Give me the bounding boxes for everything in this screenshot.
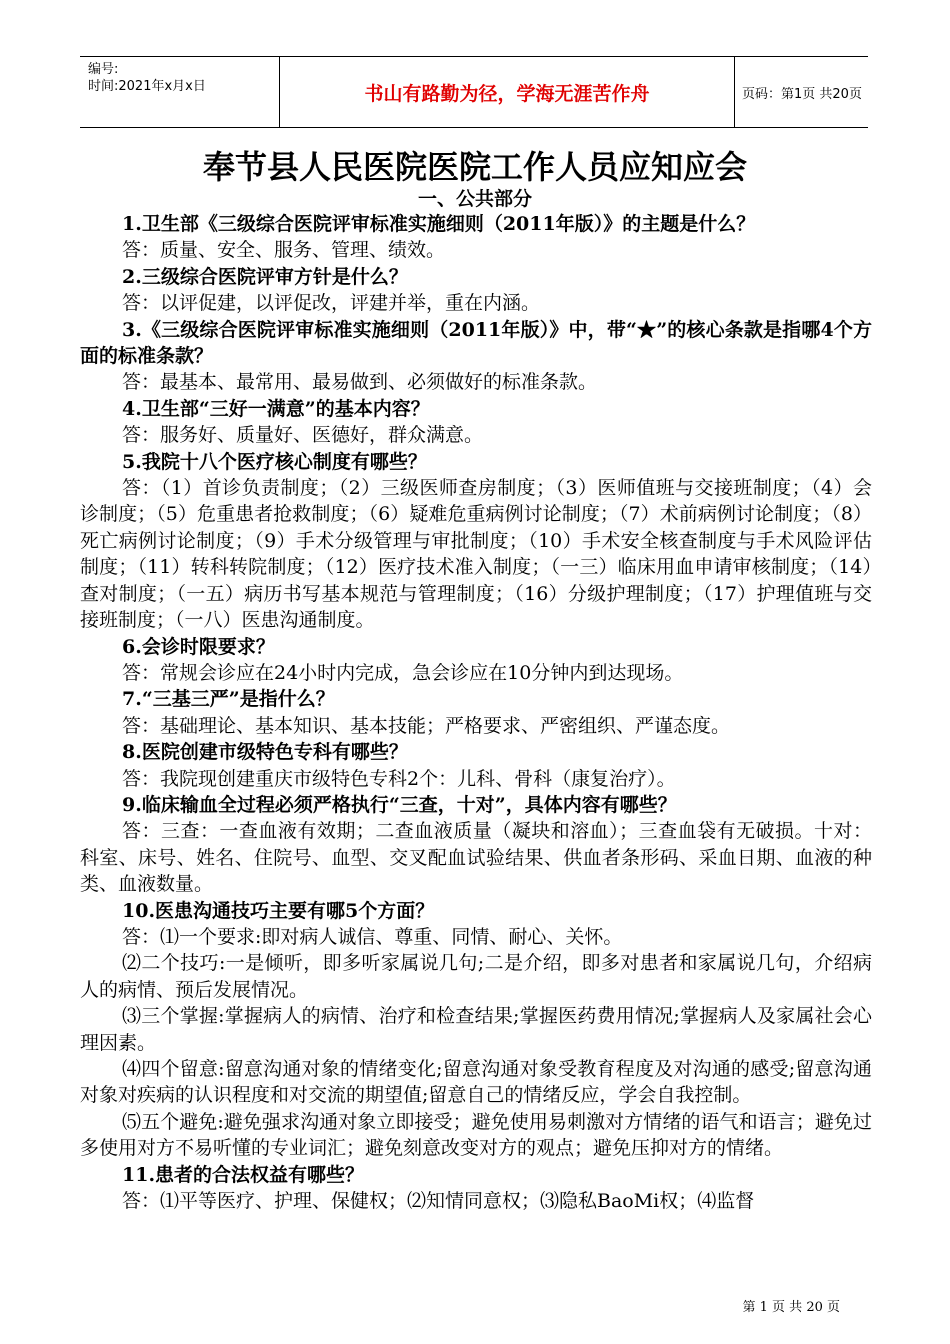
page-footer: 第 1 页 共 20 页 (742, 1300, 840, 1315)
answer: 答：服务好、质量好、医德好，群众满意。 (122, 424, 484, 447)
question: 8.医院创建市级特色专科有哪些？ (122, 741, 408, 764)
header-motto: 书山有路勤为径，学海无涯苦作舟 (280, 57, 735, 127)
answer: 答：最基本、最常用、最易做到、必须做好的标准条款。 (122, 371, 598, 394)
answer: 答：质量、安全、服务、管理、绩效。 (122, 239, 446, 262)
question: 4.卫生部“三好一满意”的基本内容？ (122, 397, 430, 420)
answer-paragraph: ⑶三个掌握:掌握病人的病情、治疗和检查结果;掌握医药费用情况;掌握病人及家属社会心理因素。 (80, 1005, 872, 1054)
page-title: 奉节县人民医院医院工作人员应知应会 (202, 148, 747, 186)
question: 10.医患沟通技巧主要有哪5个方面？ (122, 899, 435, 922)
answer: 答：基础理论、基本知识、基本技能；严格要求、严密组织、严谨态度。 (122, 714, 731, 737)
question: 7.“三基三严”是指什么？ (122, 688, 335, 711)
answer: 答：我院现创建重庆市级特色专科2个：儿科、骨科（康复治疗）。 (122, 767, 676, 790)
header-page-info: 页码：第1页 共20页 (742, 86, 862, 102)
answer: 答：常规会诊应在24小时内完成，急会诊应在10分钟内到达现场。 (122, 661, 684, 684)
document-body (80, 211, 872, 1214)
answer-paragraph: ⑷四个留意:留意沟通对象的情绪变化;留意沟通对象受教育程度及对沟通的感受;留意沟通对象对疾病的认识程度和对交流的期望值;留意自己的情绪反应，学会自我控制。 (80, 1058, 872, 1107)
answer: 答：（1）首诊负责制度；（2）三级医师查房制度；（3）医师值班与交接班制度；（4）会诊制度；（5）危重患者抢救制度；（6）疑难危重病例讨论制度；（7）术前病例讨论制度；（8）死亡病例讨论制度；（9）手术分级管理与审批制度；（10）手术安全核查制度与手术风险评估制度；（11）转科转院制度；（12）医疗技术准入制度；（一三）临床用血申请审核制度；（14）查对制度；（一五）病历书写基本规范与管理制度；（16）分级护理制度；（17）护理值班与交接班制度；（一八）医患沟通制度。 (80, 477, 872, 632)
answer: 答：⑴平等医疗、护理、保健权；⑵知情同意权；⑶隐私BaoMi权；⑷监督 (122, 1190, 755, 1213)
document-header (80, 56, 868, 128)
answer-paragraph: ⑸五个避免:避免强求沟通对象立即接受；避免使用易刺激对方情绪的语气和语言；避免过多使用对方不易听懂的专业词汇；避免刻意改变对方的观点；避免压抑对方的情绪。 (80, 1110, 872, 1160)
section-heading: 一、公共部分 (417, 188, 532, 210)
answer-paragraph: ⑵二个技巧:一是倾听，即多听家属说几句;二是介绍，即多对患者和家属说几句，介绍病人的病情、预后发展情况。 (80, 952, 872, 1001)
question: 5.我院十八个医疗核心制度有哪些？ (122, 450, 427, 473)
question: 3.《三级综合医院评审标准实施细则（2011年版）》中，带“★”的核心条款是指哪4个方面的标准条款？ (80, 318, 872, 368)
question: 9.临床输血全过程必须严格执行“三查，十对”，具体内容有哪些？ (122, 793, 677, 816)
number-label: 编号: (88, 62, 119, 77)
question: 11.患者的合法权益有哪些？ (122, 1163, 365, 1186)
answer: 答：⑴一个要求:即对病人诚信、尊重、同情、耐心、关怀。 (122, 925, 623, 948)
question: 6.会诊时限要求？ (122, 635, 275, 658)
question: 1.卫生部《三级综合医院评审标准实施细则（2011年版）》的主题是什么？ (122, 213, 756, 235)
question: 2.三级综合医院评审方针是什么？ (122, 265, 408, 288)
time-label: 时间:2021年x月x日 (88, 79, 206, 94)
answer: 答：以评促建，以评促改，评建并举，重在内涵。 (122, 292, 541, 315)
header-meta (80, 57, 280, 127)
answer: 答：三查：一查血液有效期；二查血液质量（凝块和溶血）；三查血袋有无破损。十对：科室、床号、姓名、住院号、血型、交叉配血试验结果、供血者条形码、采血日期、血液的种类、血液数量。 (80, 820, 872, 896)
